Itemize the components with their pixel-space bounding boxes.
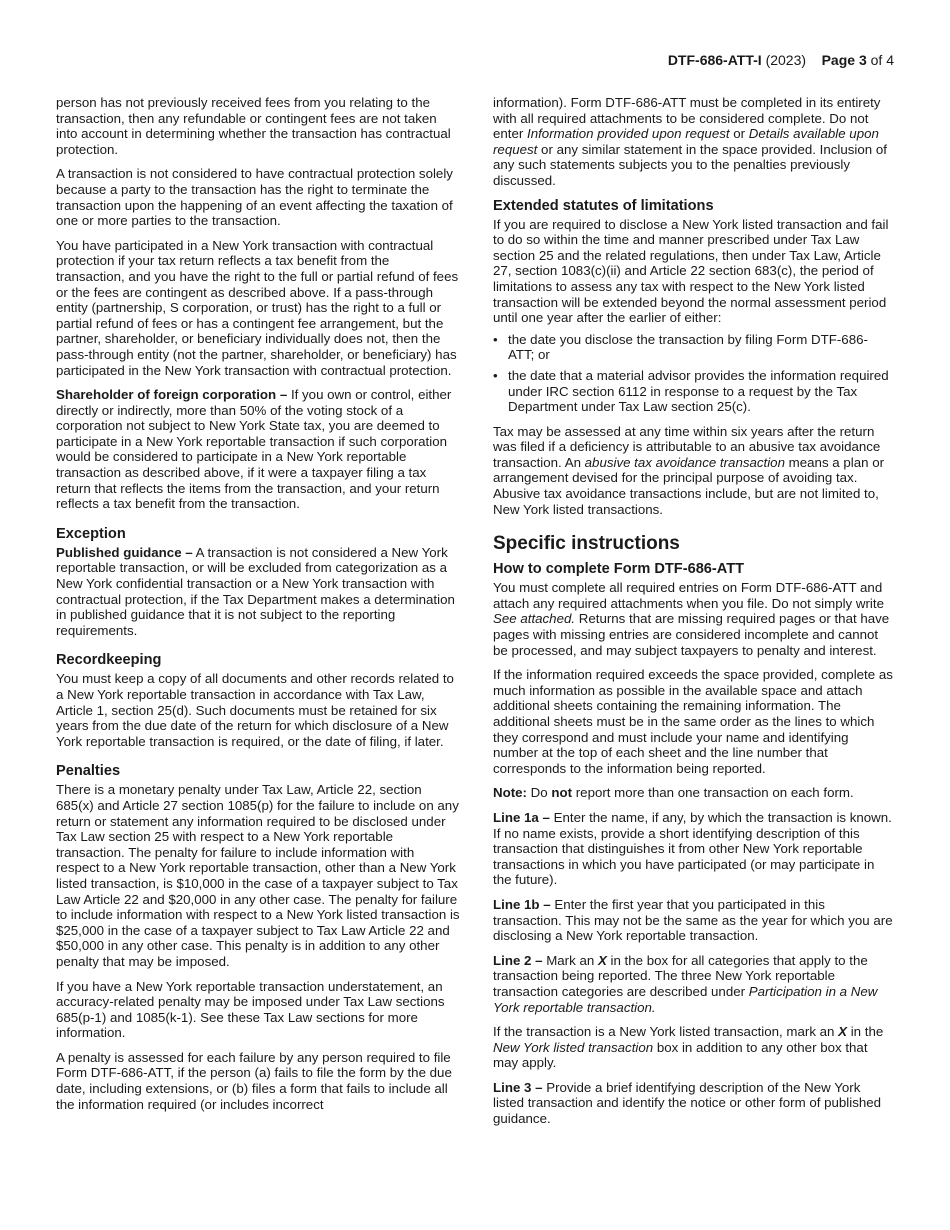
paragraph bbox=[493, 785, 893, 801]
paragraph-text: If you own or control, either directly or indirectly, more than 50% of the voting stock of a corporation not subject to New York State tax, you are deemed to participate in a New York reportable transaction if such corporation would be considered to participate in a New York reportable transaction as described above, if it were a taxpayer filing a tax return that reflects the items from the transaction, and your return reflects a tax benefit from the transaction. bbox=[56, 387, 452, 512]
bullet-list bbox=[493, 332, 893, 415]
paragraph: A penalty is assessed for each failure by any person required to file Form DTF-686-ATT, if the person (a) fails to file the form by the due date, including extensions, or (b) files a form that fails to include all the information required (or includes incorrect bbox=[56, 1049, 452, 1112]
paragraph bbox=[56, 387, 460, 512]
run-in-heading: Line 2 – bbox=[493, 952, 543, 968]
page-total: of 4 bbox=[870, 52, 894, 68]
paragraph: If you have a New York reportable transaction understatement, an accuracy-related penalty may be imposed under Tax Law sections 685(p-1) and 1085(k-1). See these Tax Law sections for more information. bbox=[56, 978, 445, 1041]
paragraph-text: Mark an bbox=[542, 952, 598, 968]
bold-italic-text: X bbox=[597, 952, 607, 968]
run-in-heading: Line 3 – bbox=[493, 1079, 543, 1095]
section-heading: Extended statutes of limitations bbox=[493, 197, 714, 214]
run-in-heading: Shareholder of foreign corporation – bbox=[56, 387, 288, 403]
run-in-heading: Note: bbox=[493, 785, 527, 801]
italic-text: New York listed transaction bbox=[493, 1039, 654, 1055]
paragraph-text: Enter the name, if any, by which the transaction is known. If no name exists, provide a short identifying description of this transaction that distinguishes it from other New York reportable transactions in which you have participated (or may participate in the future). bbox=[493, 809, 892, 888]
paragraph-text: Enter the first year that you participated in this transaction. This may not be the same as the year for which you are disclosing a New York reportable transaction. bbox=[493, 896, 893, 944]
section-heading: Recordkeeping bbox=[56, 652, 162, 669]
section-heading: Exception bbox=[56, 525, 126, 542]
italic-text: See attached. bbox=[493, 611, 576, 627]
paragraph bbox=[493, 95, 893, 189]
paragraph bbox=[493, 1080, 893, 1127]
paragraph: person has not previously received fees from you relating to the transaction, then any refundable or contingent fees are not taken into account in determining whether the transaction has contractual protection. bbox=[56, 95, 451, 157]
italic-text: Information provided upon request bbox=[527, 126, 730, 142]
page-number: 3 bbox=[858, 52, 867, 68]
italic-text: Participation in a New York reportable transaction. bbox=[493, 983, 878, 1015]
paragraph-text: in the bbox=[847, 1024, 884, 1040]
paragraph bbox=[493, 897, 893, 944]
paragraph bbox=[493, 810, 893, 888]
paragraph: If the information required exceeds the space provided, complete as much information as possible in the available space and attach additional sheets containing the remaining information. The additional sheets must be in the same order as the lines to which they correspond and must include your name and identifying number at the top of each sheet and the line number that corresponds to the information being reported. bbox=[493, 667, 893, 776]
paragraph-text: or any similar statement in the space provided. Inclusion of any such statements subjects you to the penalties previously discussed. bbox=[493, 141, 887, 188]
list-item: • the date you disclose the transaction by filing Form DTF-686-ATT; or bbox=[493, 332, 893, 363]
paragraph bbox=[493, 953, 893, 1015]
page-header bbox=[668, 52, 894, 68]
paragraph-text: A transaction is not considered a New York reportable transaction, or will be excluded from categorization as a New York confidential transaction or a New York transaction with contractual protection, if the Tax Department makes a determination in published guidance that it is not subject to the reporting requirements. bbox=[56, 544, 455, 638]
paragraph-text: in the box for all categories that apply to the transaction being reported. The three New York reportable transaction categories are described under bbox=[493, 952, 868, 999]
major-heading: Specific instructions bbox=[493, 533, 680, 555]
paragraph-text: or bbox=[729, 126, 749, 142]
paragraph bbox=[493, 1024, 893, 1071]
paragraph bbox=[493, 580, 893, 658]
paragraph bbox=[493, 424, 893, 518]
bold-italic-text: X bbox=[838, 1024, 848, 1040]
form-year: (2023) bbox=[765, 52, 807, 68]
run-in-heading: Line 1a – bbox=[493, 809, 550, 825]
paragraph: You must keep a copy of all documents and other records related to a New York reportable transaction in accordance with Tax Law, Article 1, section 25(d). Such documents must be retained for six years from the due date of the return for which disclosure of a New York reportable transaction is required, or the date of filing, if later. bbox=[56, 671, 454, 749]
page-word: Page bbox=[821, 52, 856, 68]
paragraph: A transaction is not considered to have contractual protection solely because a party to the transaction has the right to terminate the transaction upon the happening of an event affecting the taxation of one or more parties to the transaction. bbox=[56, 166, 453, 229]
paragraph-text: report more than one transaction on each form. bbox=[572, 785, 854, 801]
paragraph-text: Provide a brief identifying description of the New York listed transaction and identify the notice or other form of published guidance. bbox=[493, 1079, 882, 1127]
run-in-heading: Published guidance – bbox=[56, 544, 193, 560]
paragraph: There is a monetary penalty under Tax Law, Article 22, section 685(x) and Article 27 section 1085(p) for the failure to include on any return or statement any information required to be disclosed under Tax Law section 25 with respect to a New York reportable transaction. The penalty for failure to include information with respect to a New York reportable transaction, other than a New York listed transaction, is $10,000 in the case of a taxpayer subject to Tax Law Article 22 and $20,000 in any other case. The penalty for failure to include information with respect to a New York listed transaction is $25,000 in the case of a taxpayer subject to Tax Law Article 22 and $50,000 in any other case. This penalty is in addition to any other penalty that may be imposed. bbox=[56, 782, 460, 969]
form-id: DTF-686-ATT-I bbox=[667, 52, 762, 68]
italic-text: Details available upon request bbox=[493, 126, 879, 157]
run-in-heading: Line 1b – bbox=[493, 896, 551, 912]
right-column bbox=[493, 95, 893, 1136]
paragraph-text: Do bbox=[526, 785, 552, 801]
paragraph-text: Tax may be assessed at any time within six years after the return was filed if a deficiency is attributable to an abusive tax avoidance transaction. An bbox=[493, 423, 881, 470]
italic-text: abusive tax avoidance transaction bbox=[584, 454, 785, 470]
paragraph: If you are required to disclose a New York listed transaction and fail to do so within the time and manner prescribed under Tax Law section 25 and the related regulations, then under Tax Law, Article 27, section 1083(c)(ii) and Article 22 section 683(c), the period of limitations to assess any tax with respect to the New York listed transaction will be extended beyond the normal assessment period until one year after the earlier of either: bbox=[493, 216, 889, 326]
paragraph-text: information). Form DTF-686-ATT must be completed in its entirety with all required attachments to be considered complete. Do not enter bbox=[493, 95, 881, 142]
paragraph-text: Returns that are missing required pages or that have pages with missing entries are considered incomplete and cannot be processed, and may subject taxpayers to penalty and interest. bbox=[493, 611, 890, 658]
paragraph bbox=[56, 545, 460, 639]
paragraph-text: box in addition to any other box that may apply. bbox=[493, 1039, 868, 1071]
bold-text: not bbox=[551, 785, 573, 801]
paragraph: You have participated in a New York transaction with contractual protection if your tax return reflects a tax benefit from the transaction, and you have the right to the full or partial refund of fees or the fees are contingent as described above. If a pass-through entity (partnership, S corporation, or trust) has the right to a full or partial refund of fees or has a contingent fee arrangement, but the partner, shareholder, or beneficiary individually does not, then the pass-through entity (not the partner, shareholder, or beneficiary) has participated in the New York transaction with contractual protection. bbox=[56, 237, 459, 378]
list-item: • the date that a material advisor provides the information required under IRC section 6112 in response to a request by the Tax Department under Tax Law section 25(c). bbox=[493, 368, 893, 415]
left-column bbox=[56, 95, 460, 1121]
paragraph-text: If the transaction is a New York listed transaction, mark an bbox=[493, 1024, 839, 1040]
section-heading: How to complete Form DTF-686-ATT bbox=[493, 561, 745, 578]
section-heading: Penalties bbox=[56, 763, 121, 780]
paragraph-text: You must complete all required entries on Form DTF-686-ATT and attach any required attachments when you file. Do not simply write bbox=[493, 580, 884, 611]
paragraph-text: means a plan or arrangement devised for the principal purpose of avoiding tax. Abusive tax avoidance transactions include, but are not limited to, New York listed transactions. bbox=[493, 454, 885, 517]
